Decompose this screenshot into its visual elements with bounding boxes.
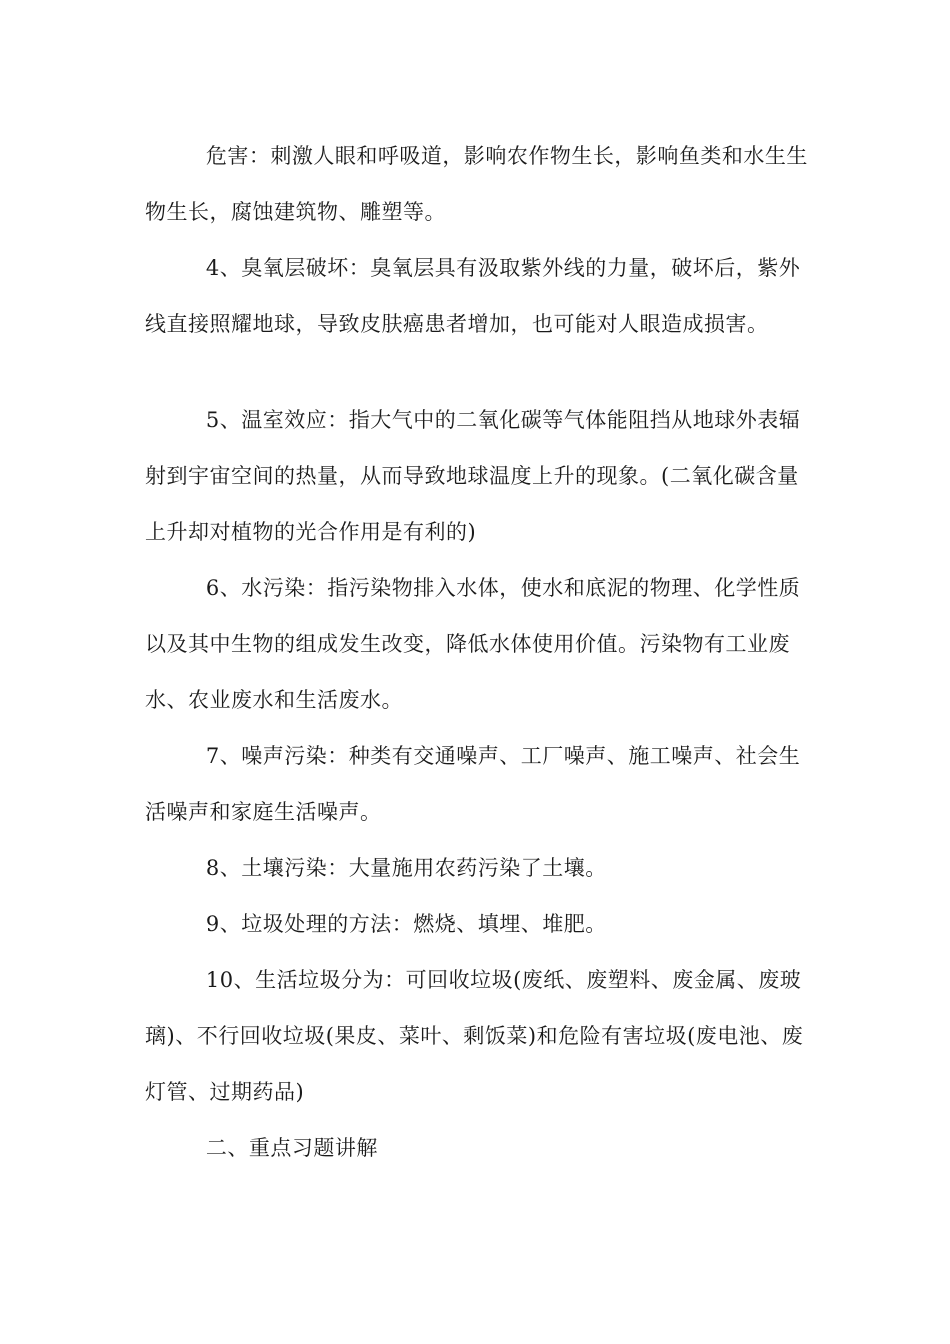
paragraph-ozone-depletion: 4、臭氧层破坏：臭氧层具有汲取紫外线的力量，破坏后，紫外线直接照耀地球，导致皮肤癌患者增加，也可能对人眼造成损害。 [145, 256, 801, 336]
paragraph-household-waste: 10、生活垃圾分为：可回收垃圾(废纸、废塑料、废金属、废玻璃)、不行回收垃圾(果皮、菜叶、剩饭菜)和危险有害垃圾(废电池、废灯管、过期药品) [145, 968, 804, 1104]
paragraph-waste-treatment: 9、垃圾处理的方法：燃烧、填埋、堆肥。 [205, 912, 607, 936]
paragraph-noise-pollution: 7、噪声污染：种类有交通噪声、工厂噪声、施工噪声、社会生活噪声和家庭生活噪声。 [145, 744, 801, 824]
section-heading-key-exercises: 二、重点习题讲解 [205, 1136, 378, 1160]
paragraph-soil-pollution: 8、土壤污染：大量施用农药污染了土壤。 [205, 856, 607, 880]
paragraph-gap [145, 352, 815, 392]
paragraph-water-pollution: 6、水污染：指污染物排入水体，使水和底泥的物理、化学性质以及其中生物的组成发生改变，降低水体使用价值。污染物有工业废水、农业废水和生活废水。 [145, 576, 801, 712]
paragraph-harm: 危害：刺激人眼和呼吸道，影响农作物生长，影响鱼类和水生生物生长，腐蚀建筑物、雕塑等。 [145, 144, 808, 224]
paragraph-greenhouse-effect: 5、温室效应：指大气中的二氧化碳等气体能阻挡从地球外表辐射到宇宙空间的热量，从而导致地球温度上升的现象。(二氧化碳含量上升却对植物的光合作用是有利的) [145, 408, 801, 544]
document-body [145, 128, 815, 1176]
